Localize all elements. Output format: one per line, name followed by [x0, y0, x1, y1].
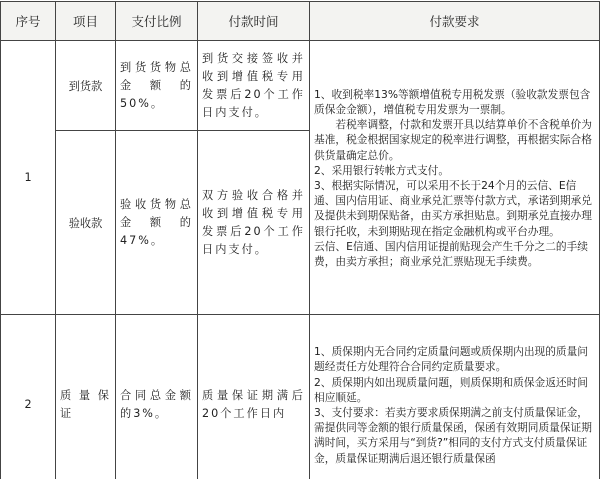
row-3-time: 质量保证期满后20个工作日内 [198, 315, 310, 479]
row-3-requirements [310, 315, 600, 479]
requirement-paragraph: 云信、E信通、国内信用证提前贴现会产生千分之二的手续费，由卖方承担；商业承兑汇票贴现无手续费。 [314, 239, 588, 269]
requirement-paragraph: 2、质保期内如出现质量问题，则质保期和质保金返还时间相应顺延。 [314, 375, 588, 404]
requirement-paragraph: 2、采用银行转帐方式支付。 [314, 163, 450, 177]
header-payment-time: 付款时间 [198, 2, 310, 41]
requirement-paragraph: 3、支付要求：若卖方要求质保期满之前支付质量保证金，需提供同等金额的银行质量保函，保函有效期同质量保证期满时间，买方采用与“到货?”相同的支付方式支付质量保证金，质量保证期满后退还银行质量保函 [314, 406, 592, 465]
row-1-item: 到货款 [56, 41, 116, 131]
header-payment-requirements: 付款要求 [310, 2, 600, 41]
table-row-quality-guarantee [1, 315, 600, 479]
requirement-paragraph: 若税率调整，付款和发票开具以结算单价不含税单价为基准，税金根据国家规定的税率进行调整，再根据实际合格供货量确定总价。 [314, 118, 592, 162]
header-serial-number: 序号 [1, 2, 56, 41]
requirement-paragraph: 1、收到税率13%等额增值税专用税发票（验收款发票包含质保金金额），增值税专用发票为一票制。 [314, 87, 591, 116]
row-1-ratio: 到货货物总金额的50%。 [116, 41, 198, 131]
row-3-ratio: 合同总金额的3%。 [116, 315, 198, 479]
requirement-paragraph: 3、根据实际情况，可以采用不长于24个月的云信、E信通、国内信用证、商业承兑汇票等付款方式，承诺到期承兑及提供未到期保贴备，由买方承担贴息。到期承兑直接办理银行托收，未到期贴现在指定金融机构或平台办理。 [314, 179, 592, 238]
row-3-item: 质量保证 [56, 315, 116, 479]
requirement-paragraph: 1、质保期内无合同约定质量问题或质保期内出现的质量问题经责任方处理符合合同约定质量要求。 [314, 345, 588, 374]
header-payment-ratio: 支付比例 [116, 2, 198, 41]
payment-terms-table [0, 1, 600, 479]
row-3-serial-number: 2 [1, 315, 56, 479]
row-1-serial-number: 1 [1, 41, 56, 315]
row-1-time: 到货交接签收并收到增值税专用发票后20个工作日内支付。 [198, 41, 310, 131]
row-2-time: 双方验收合格并收到增值税专用发票后20个工作日内支付。 [198, 131, 310, 315]
header-item: 项目 [56, 2, 116, 41]
table-row-arrival-payment [1, 41, 600, 131]
row-2-ratio: 验收货物总金额的47%。 [116, 131, 198, 315]
row-1-requirements [310, 41, 600, 315]
row-2-item: 验收款 [56, 131, 116, 315]
table-header-row [1, 2, 600, 41]
